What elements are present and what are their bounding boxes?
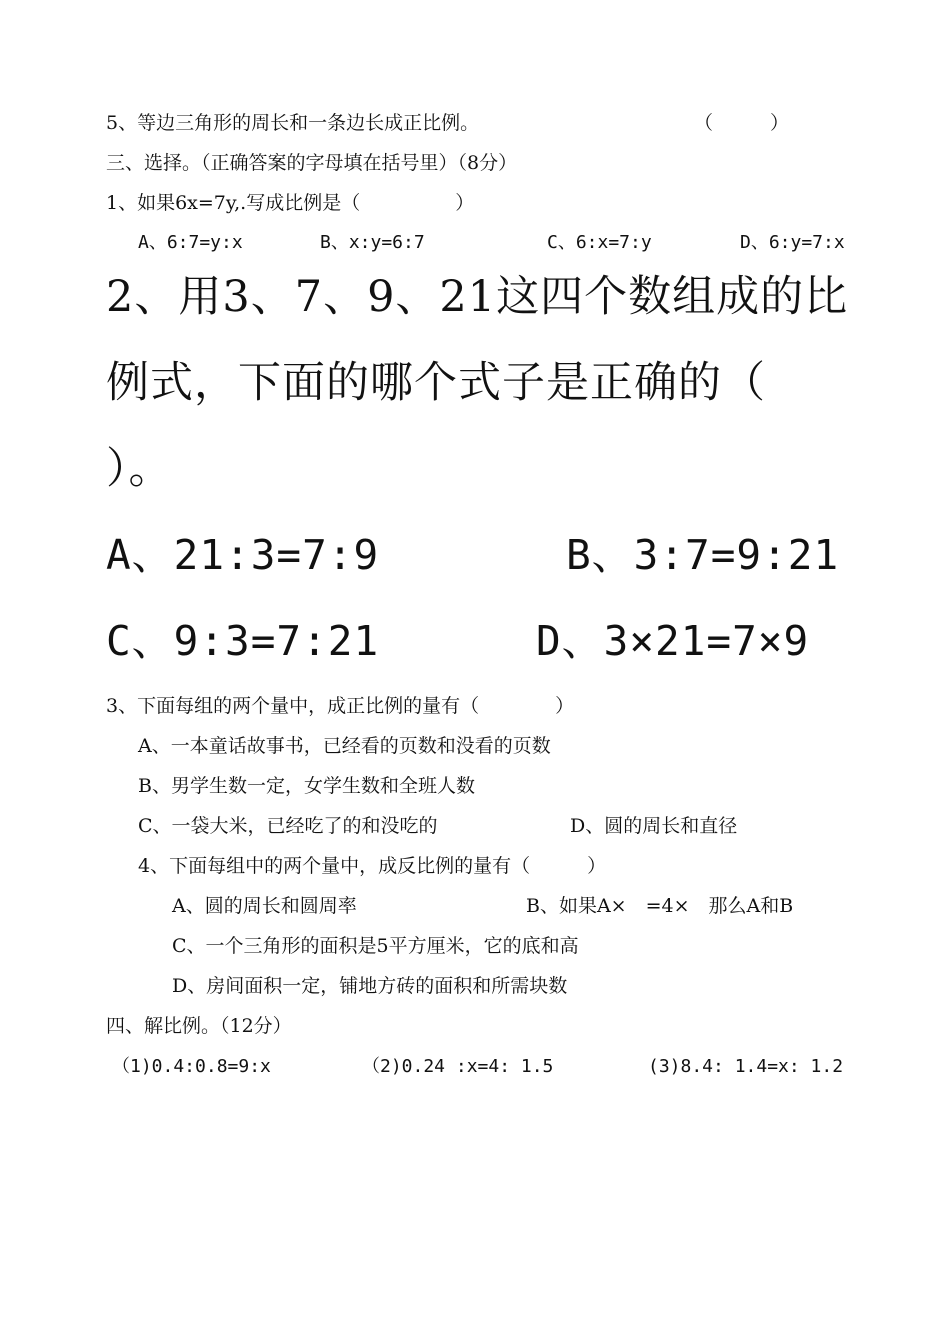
section4-heading: 四、解比例。（12分） <box>106 1015 292 1037</box>
q4-option-a: A、圆的周长和圆周率 <box>172 895 357 917</box>
q1-option-b: B、x:y=6:7 <box>320 232 425 253</box>
q1-stem: 1、如果6x=7y,.写成比例是（ ） <box>106 192 475 214</box>
q1-option-a: A、6:7=y:x <box>138 232 243 253</box>
q2-option-b: B、3:7=9:21 <box>566 531 840 579</box>
section3-heading: 三、选择。（正确答案的字母填在括号里）（8分） <box>106 152 518 174</box>
q2-stem-line1: 2、用3、7、9、21这四个数组成的比 <box>106 272 849 322</box>
q3-option-a: A、一本童话故事书，已经看的页数和没看的页数 <box>138 735 551 757</box>
q4-option-c: C、一个三角形的面积是5平方厘米，它的底和高 <box>172 935 579 957</box>
q4-option-d: D、房间面积一定，铺地方砖的面积和所需块数 <box>172 975 568 997</box>
q3-option-c: C、一袋大米，已经吃了的和没吃的 <box>138 815 438 837</box>
proportion-problem-2: （2)0.24 :x=4: 1.5 <box>362 1056 554 1077</box>
q4-option-b: B、如果A× =4× 那么A和B <box>526 895 794 917</box>
q3-option-d: D、圆的周长和直径 <box>570 815 738 837</box>
q3-stem: 3、下面每组的两个量中，成正比例的量有（ ） <box>106 695 575 717</box>
q1-option-d: D、6:y=7:x <box>740 232 845 253</box>
q2-stem-line3: ）。 <box>106 444 173 494</box>
proportion-problem-3: (3)8.4: 1.4=x: 1.2 <box>648 1056 844 1077</box>
q2-option-a: A、21:3=7:9 <box>106 531 380 579</box>
q1-option-c: C、6:x=7:y <box>547 232 652 253</box>
q2-stem-line2: 例式，下面的哪个式子是正确的（ <box>106 358 766 408</box>
q2-option-c: C、9:3=7:21 <box>106 617 380 665</box>
q4-stem: 4、下面每组中的两个量中，成反比例的量有（ ） <box>138 855 607 877</box>
proportion-problem-1: （1)0.4:0.8=9:x <box>112 1056 271 1077</box>
q3-option-b: B、男学生数一定，女学生数和全班人数 <box>138 775 475 797</box>
q5-statement: 5、等边三角形的周长和一条边长成正比例。 <box>106 112 480 134</box>
q5-answer-paren: （ ） <box>694 112 790 134</box>
q2-option-d: D、3×21=7×9 <box>536 617 810 665</box>
